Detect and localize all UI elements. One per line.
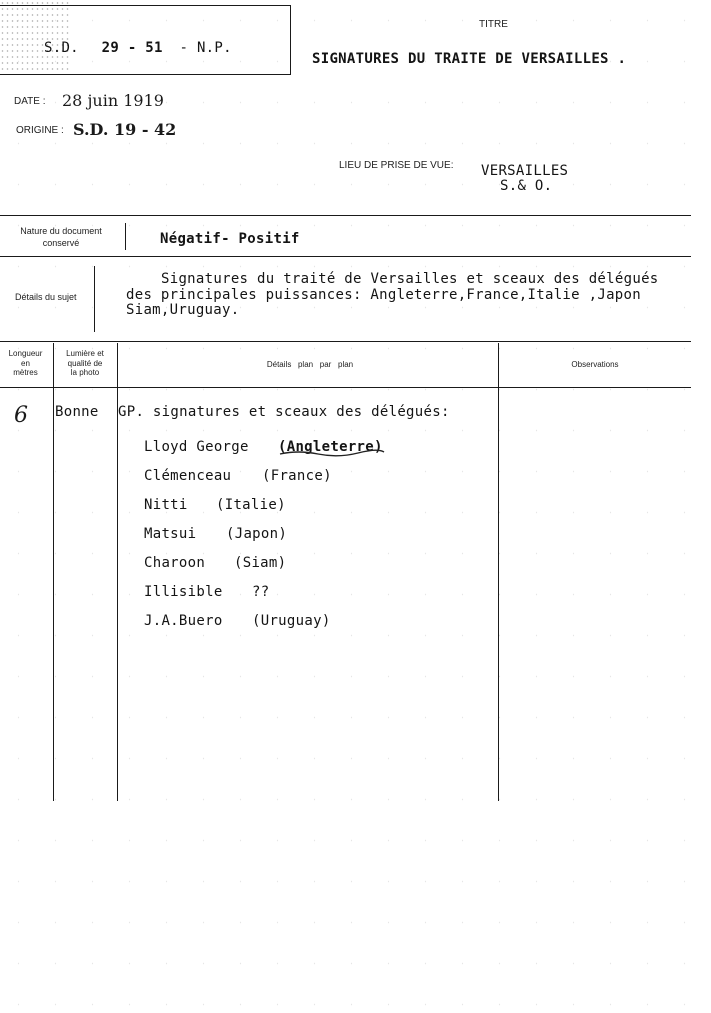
header-observations: Observations: [571, 360, 619, 369]
delegate-name: Charoon: [144, 555, 206, 571]
divider-table-header: [0, 387, 691, 388]
divider-nature: [0, 256, 691, 257]
col-line-1: [53, 343, 54, 801]
delegate-country: (Angleterre): [278, 439, 383, 455]
delegate-name: Clémenceau: [144, 468, 232, 484]
delegate-name: Lloyd George: [144, 439, 249, 455]
lumiere-value: Bonne: [55, 404, 99, 420]
sujet-line3: Siam,Uruguay.: [126, 302, 240, 318]
lieu-label: LIEU DE PRISE DE VUE:: [339, 160, 454, 171]
delegate-name: Illisible: [144, 584, 223, 600]
origine-value: S.D. 19 - 42: [73, 120, 177, 139]
longueur-value: 6: [14, 403, 28, 428]
code-suffix: - N.P.: [179, 40, 232, 56]
header-longueur: Longueur en mètres: [8, 349, 43, 377]
list-item: [144, 578, 383, 607]
delegate-country: (Italie): [216, 497, 286, 513]
list-item: [144, 607, 383, 636]
reference-code: [44, 40, 232, 56]
delegate-name: Nitti: [144, 497, 188, 513]
list-item: [144, 549, 383, 578]
list-item: [144, 520, 383, 549]
delegate-country: ??: [252, 584, 270, 600]
delegate-name: J.A.Buero: [144, 613, 223, 629]
code-number: 29 - 51: [101, 40, 163, 56]
delegate-country: (Siam): [234, 555, 287, 571]
code-prefix: S.D.: [44, 40, 79, 56]
sujet-label: Détails du sujet: [15, 292, 77, 302]
sujet-separator: [94, 266, 95, 332]
origine-label: ORIGINE :: [16, 125, 64, 136]
list-item: [144, 491, 383, 520]
nature-label-line1: Nature du document: [20, 226, 102, 236]
sujet-line1: Signatures du traité de Versailles et sceaux des délégués: [161, 271, 659, 287]
col-line-3: [498, 343, 499, 801]
delegate-country: (Uruguay): [252, 613, 331, 629]
delegate-list: [144, 433, 383, 636]
details-intro: GP. signatures et sceaux des délégués:: [118, 404, 450, 420]
nature-value: Négatif- Positif: [160, 231, 300, 247]
lieu-line1: VERSAILLES: [481, 163, 569, 179]
date-label: DATE :: [14, 96, 46, 107]
divider-top: [0, 215, 691, 216]
header-lumiere: Lumière et qualité de la photo: [66, 349, 104, 377]
delegate-country: (Japon): [226, 526, 288, 542]
underline-mark: [278, 448, 388, 458]
sujet-text: [126, 272, 659, 319]
sujet-line2: des principales puissances: Angleterre,France,Italie ,Japon: [126, 286, 641, 303]
divider-table-top: [0, 341, 691, 342]
nature-separator: [125, 223, 126, 250]
header-details: Détails plan par plan: [266, 360, 354, 369]
document-title: SIGNATURES DU TRAITE DE VERSAILLES .: [312, 51, 627, 67]
delegate-country: (France): [262, 468, 332, 484]
nature-label-line2: conservé: [42, 238, 80, 248]
titre-label: TITRE: [479, 19, 508, 30]
delegate-name: Matsui: [144, 526, 197, 542]
lieu-line2: S.& O.: [500, 178, 553, 194]
list-item: [144, 462, 383, 491]
date-value: 28 juin 1919: [62, 91, 164, 110]
nature-label: [10, 225, 112, 249]
